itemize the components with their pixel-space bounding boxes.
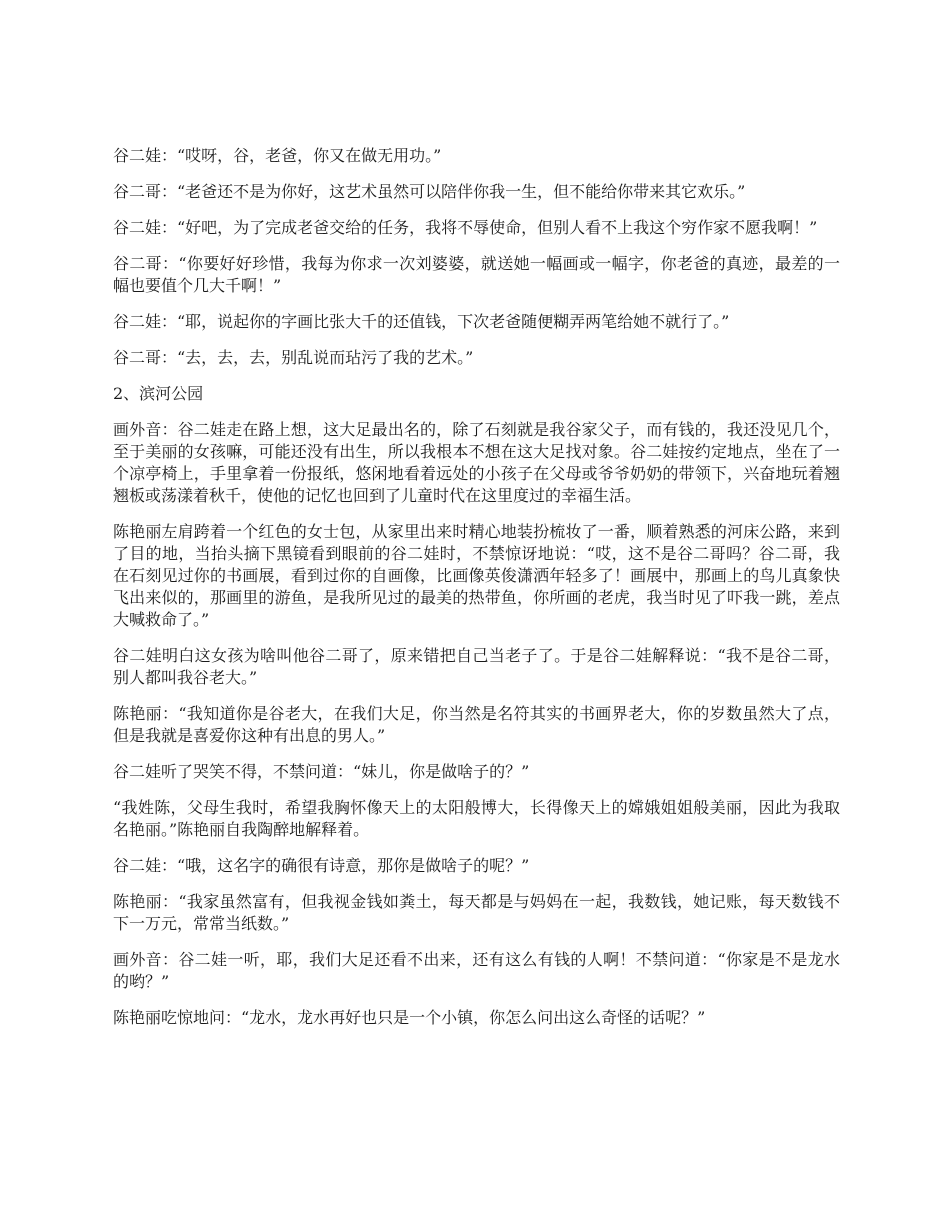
narration-paragraph: 陈艳丽左肩跨着一个红色的女士包，从家里出来时精心地装扮梳妆了一番，顺着熟悉的河床公路，来到了目的地，当抬头摘下黑镜看到眼前的谷二娃时，不禁惊讶地说：“哎，这不是谷二哥吗？谷二哥，我在石刻见过你的书画展，看到过你的自画像，比画像英俊潇洒年轻多了！画展中，那画上的鸟儿真象快飞出来似的，那画里的游鱼，是我所见过的最美的热带鱼，你所画的老虎，我当时见了吓我一跳，差点大喊救命了。” [113,522,840,629]
dialogue-paragraph: 谷二娃：“哦，这名字的确很有诗意，那你是做啥子的呢？” [113,856,530,875]
dialogue-paragraph: 陈艳丽：“我知道你是谷老大，在我们大足，你当然是名符其实的书画界老大，你的岁数虽然大了点，但是我就是喜爱你这种有出息的男人。” [113,704,840,745]
dialogue-paragraph: 谷二娃：“哎呀，谷，老爸，你又在做无用功。” [113,146,442,165]
dialogue-paragraph: 谷二娃：“好吧，为了完成老爸交给的任务，我将不辱使命，但别人看不上我这个穷作家不愿我啊！” [113,218,818,237]
narration-paragraph: 谷二娃明白这女孩为啥叫他谷二哥了，原来错把自己当老子了。于是谷二娃解释说：“我不是谷二哥，别人都叫我谷老大。” [113,646,840,687]
scene-heading: 2、滨河公园 [113,384,204,403]
dialogue-paragraph: 谷二娃：“耶，说起你的字画比张大千的还值钱，下次老爸随便糊弄两笔给她不就行了。” [113,312,730,331]
narration-paragraph: 画外音：谷二娃一听，耶，我们大足还看不出来，还有这么有钱的人啊！不禁问道：“你家是不是龙水的哟？” [113,950,840,991]
dialogue-paragraph: 陈艳丽：“我家虽然富有，但我视金钱如粪土，每天都是与妈妈在一起，我数钱，她记账，每天数钱不下一万元，常常当纸数。” [113,892,840,933]
document-page [113,145,840,1043]
dialogue-paragraph: “我姓陈，父母生我时，希望我胸怀像天上的太阳般博大，长得像天上的嫦娥姐姐般美丽，因此为我取名艳丽。”陈艳丽自我陶醉地解释着。 [113,798,840,839]
narration-paragraph: 谷二娃听了哭笑不得，不禁问道：“妹儿，你是做啥子的？” [113,762,530,781]
narration-paragraph: 画外音：谷二娃走在路上想，这大足最出名的，除了石刻就是我谷家父子，而有钱的，我还没见几个，至于美丽的女孩嘛，可能还没有出生，所以我根本不想在这大足找对象。谷二娃按约定地点，坐在了一个凉亭椅上，手里拿着一份报纸，悠闲地看着远处的小孩子在父母或爷爷奶奶的带领下，兴奋地玩着翘翘板或荡漾着秋千，使他的记忆也回到了儿童时代在这里度过的幸福生活。 [113,420,840,505]
dialogue-paragraph: 陈艳丽吃惊地问：“龙水，龙水再好也只是一个小镇，你怎么问出这么奇怪的话呢？” [113,1008,706,1027]
dialogue-paragraph: 谷二哥：“老爸还不是为你好，这艺术虽然可以陪伴你我一生，但不能给你带来其它欢乐。” [113,182,746,201]
dialogue-paragraph: 谷二哥：“你要好好珍惜，我每为你求一次刘婆婆，就送她一幅画或一幅字，你老爸的真迹，最差的一幅也要值个几大千啊！” [113,254,840,295]
dialogue-paragraph: 谷二哥：“去，去，去，别乱说而玷污了我的艺术。” [113,348,474,367]
